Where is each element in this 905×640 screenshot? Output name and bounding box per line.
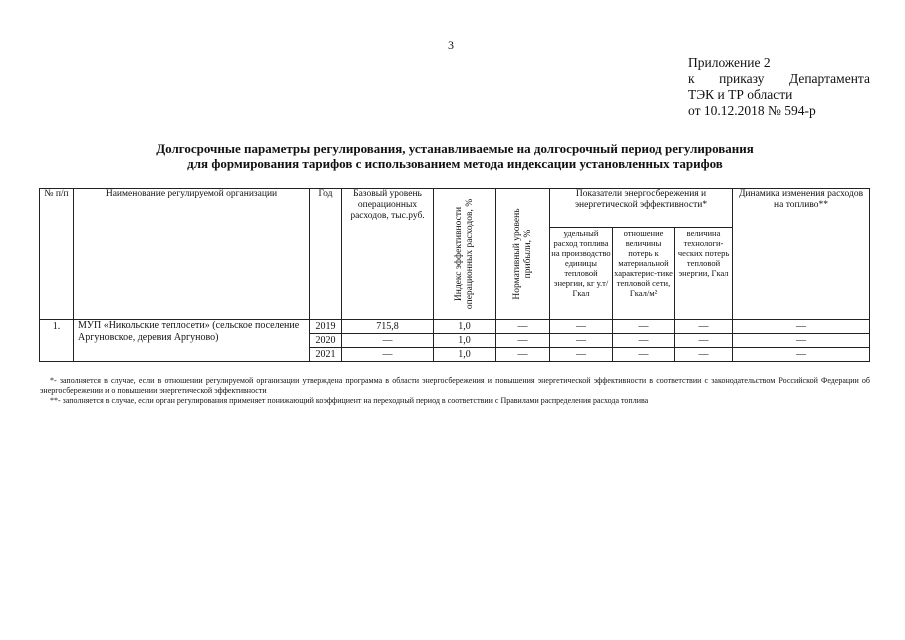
row-num: 1. xyxy=(40,320,74,362)
cell-base: — xyxy=(342,348,434,362)
cell-profit: — xyxy=(496,334,550,348)
cell-year: 2019 xyxy=(310,320,342,334)
title-line1: Долгосрочные параметры регулирования, устанавливаемые на долгосрочный период регулирования xyxy=(156,141,754,156)
header-base: Базовый уровень операционных расходов, тыс.руб. xyxy=(342,189,434,320)
page-number: 3 xyxy=(448,38,454,52)
cell-loss-value: — xyxy=(675,320,733,334)
appendix-line2 xyxy=(688,71,870,87)
subheader-loss-value: величина технологи-ческих потерь тепловой энергии, Гкал xyxy=(675,228,733,320)
cell-fuel: — xyxy=(550,334,613,348)
header-profit-text: Нормативный уровень прибыли, % xyxy=(511,208,533,300)
cell-year: 2020 xyxy=(310,334,342,348)
document-title xyxy=(40,141,870,171)
appendix-line1: Приложение 2 xyxy=(688,55,771,70)
cell-dynamic: — xyxy=(733,348,870,362)
title-line2: для формирования тарифов с использованием метода индексации установленных тарифов xyxy=(187,156,723,171)
appendix-line2-word: к xyxy=(688,71,695,86)
cell-dynamic: — xyxy=(733,320,870,334)
cell-loss-ratio: — xyxy=(613,334,675,348)
cell-loss-ratio: — xyxy=(613,348,675,362)
footnote-2: **- заполняется в случае, если орган регулирования применяет понижающий коэффициент на переходный период в соответствии с Правилами распределения расхода топлива xyxy=(50,396,649,405)
row-org: МУП «Никольские теплосети» (сельское поселение Аргуновское, деревия Аргуново) xyxy=(74,320,310,362)
cell-loss-ratio: — xyxy=(613,320,675,334)
cell-profit: — xyxy=(496,320,550,334)
header-org: Наименование регулируемой организации xyxy=(74,189,310,320)
header-dynamic: Динамика изменения расходов на топливо** xyxy=(733,189,870,320)
appendix-line4: от 10.12.2018 № 594-р xyxy=(688,103,816,118)
header-index xyxy=(434,189,496,320)
cell-dynamic: — xyxy=(733,334,870,348)
cell-index: 1,0 xyxy=(434,334,496,348)
cell-loss-value: — xyxy=(675,334,733,348)
appendix-line3: ТЭК и ТР области xyxy=(688,87,793,102)
cell-profit: — xyxy=(496,348,550,362)
appendix-line2-word: приказу xyxy=(719,71,765,86)
cell-index: 1,0 xyxy=(434,348,496,362)
appendix-block xyxy=(688,55,870,119)
cell-fuel: — xyxy=(550,348,613,362)
footnotes xyxy=(40,376,870,406)
header-profit xyxy=(496,189,550,320)
header-num: № п/п xyxy=(40,189,74,320)
regulation-table xyxy=(39,188,870,362)
header-energy: Показатели энергосбережения и энергетической эффективности* xyxy=(550,189,733,228)
cell-index: 1,0 xyxy=(434,320,496,334)
subheader-fuel: удельный расход топлива на производство единицы тепловой энергии, кг у.т/Гкал xyxy=(550,228,613,320)
cell-fuel: — xyxy=(550,320,613,334)
header-index-text: Индекс эффективности операционных расходов, % xyxy=(453,198,475,310)
subheader-loss-ratio: отношение величины потерь к материальной характерис-тике тепловой сети, Гкал/м² xyxy=(613,228,675,320)
cell-loss-value: — xyxy=(675,348,733,362)
cell-year: 2021 xyxy=(310,348,342,362)
footnote-1: *- заполняется в случае, если в отношении регулируемой организации утверждена программа в области энергосбережения и повышения энергетической эффективности в соответствии с законодательством Российской Федерации об энергосбережении и о повышении энергетической эффективности xyxy=(40,376,870,395)
cell-base: 715,8 xyxy=(342,320,434,334)
cell-base: — xyxy=(342,334,434,348)
appendix-line2-word: Департамента xyxy=(788,71,870,86)
table-row xyxy=(40,320,870,334)
header-row xyxy=(40,189,870,228)
header-year: Год xyxy=(310,189,342,320)
